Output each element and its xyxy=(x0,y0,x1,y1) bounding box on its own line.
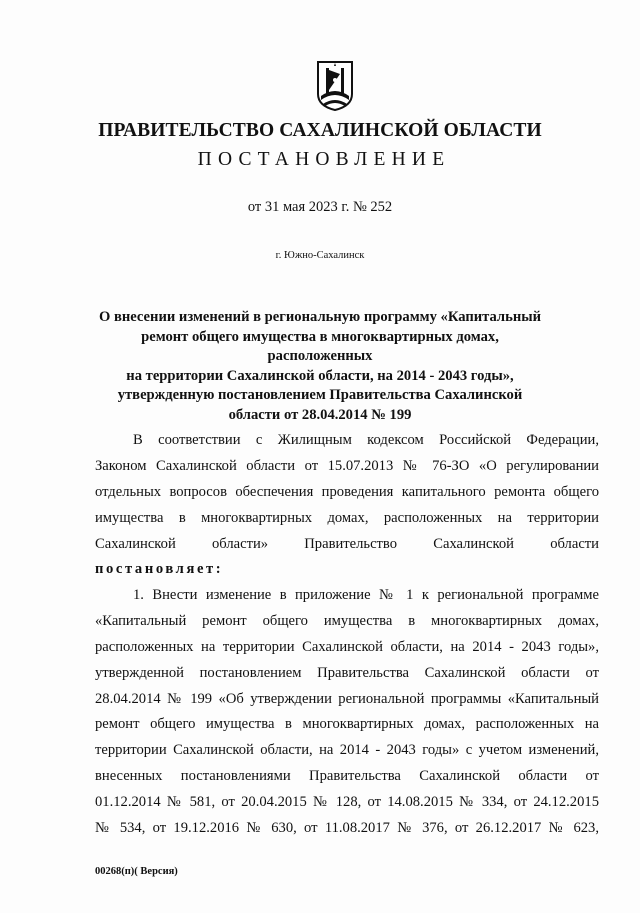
subject-line: утвержденную постановлением Правительства Сахалинской xyxy=(117,387,523,403)
document-city: г. Южно-Сахалинск xyxy=(275,250,365,261)
clause-line: «Капитальный ремонт общего имущества в многоквартирных домах, xyxy=(95,612,599,629)
subject-line: на территории Сахалинской области, на 2014 - 2043 годы», xyxy=(126,367,514,384)
clause-line: № 534, от 19.12.2016 № 630, от 11.08.2017 № 376, от 26.12.2017 № 623, xyxy=(95,820,599,837)
subject-line: области от 28.04.2014 № 199 xyxy=(228,406,412,423)
clause-line: 1. Внести изменение в приложение № 1 к региональной программе xyxy=(133,587,599,603)
subject-line: ремонт общего имущества в многоквартирных домах, расположенных xyxy=(141,328,499,364)
clause-1-paragraph xyxy=(95,583,599,842)
clause-line: 28.04.2014 № 199 «Об утверждении региональной программы «Капитальный xyxy=(95,690,599,707)
subject-line: О внесении изменений в региональную программу «Капитальный xyxy=(98,309,542,325)
preamble-line: имущества в многоквартирных домах, расположенных на территории xyxy=(95,509,599,526)
clause-line: территории Сахалинской области, на 2014 - 2043 годы» с учетом изменений, xyxy=(95,742,599,759)
preamble-line: отдельных вопросов обеспечения проведения капитального ремонта общего xyxy=(95,483,599,500)
clause-line: расположенных на территории Сахалинской области, на 2014 - 2043 годы», xyxy=(95,638,599,655)
resolution-keyword: постановляет: xyxy=(95,561,224,578)
clause-line: 01.12.2014 № 581, от 20.04.2015 № 128, от 14.08.2015 № 334, от 24.12.2015 xyxy=(95,794,599,811)
document-subject xyxy=(90,308,550,425)
preamble-line: Законом Сахалинской области от 15.07.2013 № 76-ЗО «О регулировании xyxy=(95,457,599,474)
preamble-line: Сахалинской области» Правительство Сахалинской области xyxy=(95,535,599,552)
clause-line: внесенных постановлениями Правительства Сахалинской области от xyxy=(95,768,599,785)
clause-line: утвержденной постановлением Правительства Сахалинской области от xyxy=(95,664,599,681)
document-date-number: от 31 мая 2023 г. № 252 xyxy=(247,199,393,215)
coat-of-arms-icon xyxy=(316,60,354,112)
preamble-paragraph xyxy=(95,428,599,583)
clause-line: ремонт общего имущества в многоквартирных домах, расположенных на xyxy=(95,716,599,733)
document-type: ПОСТАНОВЛЕНИЕ xyxy=(197,149,451,170)
preamble-line: В соответствии с Жилищным кодексом Российской Федерации, xyxy=(133,432,599,448)
footer-document-code: 00268(п)( Версия) xyxy=(95,866,178,877)
government-title: ПРАВИТЕЛЬСТВО САХАЛИНСКОЙ ОБЛАСТИ xyxy=(98,120,542,141)
